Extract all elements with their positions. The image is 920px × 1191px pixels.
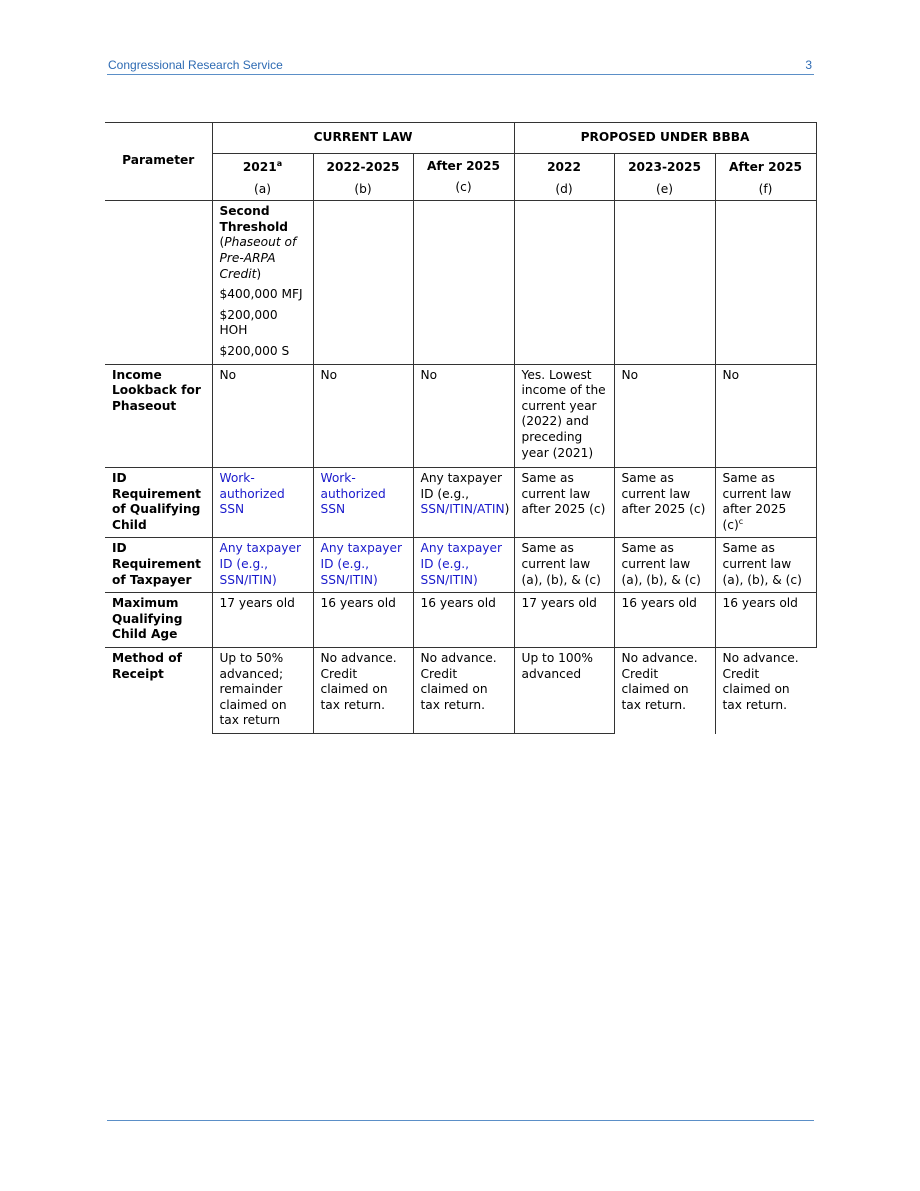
ssn-itin-atin-link[interactable]: SSN/ITIN/ATIN — [420, 502, 505, 517]
col-header-e: 2023-2025 (e) — [614, 154, 715, 201]
table-row-lookback — [105, 364, 816, 468]
table-cell: 16 years old — [313, 593, 413, 648]
table-row-receipt — [105, 648, 816, 734]
table-cell: Up to 50% advanced; remainder claimed on tax return — [212, 648, 313, 734]
row-label: Income Lookback for Phaseout — [105, 364, 212, 468]
table-cell: Same as current law (a), (b), & (c) — [514, 538, 614, 593]
table-cell: No advance. Credit claimed on tax return. — [313, 648, 413, 734]
table-cell: No — [614, 364, 715, 468]
table-cell: No — [413, 364, 514, 468]
ctc-comparison-table — [105, 122, 817, 734]
table-cell-link[interactable]: Any taxpayer ID (e.g., SSN/ITIN) — [313, 538, 413, 593]
row-label: Method of Receipt — [105, 648, 212, 734]
table-cell: 17 years old — [212, 593, 313, 648]
page-number: 3 — [805, 58, 812, 72]
page-header — [107, 58, 814, 75]
table-cell-link[interactable]: Any taxpayer ID (e.g., SSN/ITIN) — [413, 538, 514, 593]
table-cell: 16 years old — [413, 593, 514, 648]
table-row-max-age — [105, 593, 816, 648]
table-cell: Same as current law (a), (b), & (c) — [614, 538, 715, 593]
table-cell: 17 years old — [514, 593, 614, 648]
row-label: ID Requirement of Taxpayer — [105, 538, 212, 593]
table-cell: Same as current law after 2025 (c) — [614, 468, 715, 538]
header-org-name: Congressional Research Service — [108, 58, 283, 72]
current-law-header: CURRENT LAW — [212, 123, 514, 154]
table-cell: Same as current law after 2025 (c) — [514, 468, 614, 538]
table-cell: No advance. Credit claimed on tax return. — [413, 648, 514, 734]
table-cell: No — [715, 364, 816, 468]
empty-label-cell — [105, 201, 212, 364]
parameter-header: Parameter — [105, 123, 212, 201]
table-cell-link[interactable]: Work-authorized SSN — [212, 468, 313, 538]
table-cell: 16 years old — [614, 593, 715, 648]
table-row-taxpayer-id — [105, 538, 816, 593]
col-header-a: 2021$^a$ (a) — [212, 154, 313, 201]
table-row-second-threshold — [105, 201, 816, 364]
table-cell: No — [313, 364, 413, 468]
col-header-b: 2022-2025 (b) — [313, 154, 413, 201]
table-cell: Same as current law (a), (b), & (c) — [715, 538, 816, 593]
table-cell: Up to 100% advanced — [514, 648, 614, 734]
table-cell-link[interactable]: Any taxpayer ID (e.g., SSN/ITIN) — [212, 538, 313, 593]
table-cell: No advance. Credit claimed on tax return. — [715, 648, 816, 734]
table-cell: No — [212, 364, 313, 468]
row-label: Maximum Qualifying Child Age — [105, 593, 212, 648]
table-cell: Same as current law after 2025 $(c)^c$ — [715, 468, 816, 538]
table-cell: Any taxpayer ID (e.g., SSN/ITIN/ATIN) — [413, 468, 514, 538]
table-cell: Yes. Lowest income of the current year (2022) and preceding year (2021) — [514, 364, 614, 468]
table-cell: No advance. Credit claimed on tax return. — [614, 648, 715, 734]
table-cell-link[interactable]: Work-authorized SSN — [313, 468, 413, 538]
footer-rule — [107, 1120, 814, 1121]
threshold-cell: Second Threshold (Phaseout of Pre-ARPA Credit) $400,000 MFJ $200,000 HOH $200,000 S — [212, 201, 313, 364]
col-header-c: After 2025 (c) — [413, 154, 514, 201]
table-cell: 16 years old — [715, 593, 816, 648]
row-label: ID Requirement of Qualifying Child — [105, 468, 212, 538]
col-header-d: 2022 (d) — [514, 154, 614, 201]
proposed-bbba-header: PROPOSED UNDER BBBA — [514, 123, 816, 154]
table-row-child-id — [105, 468, 816, 538]
col-header-f: After 2025 (f) — [715, 154, 816, 201]
